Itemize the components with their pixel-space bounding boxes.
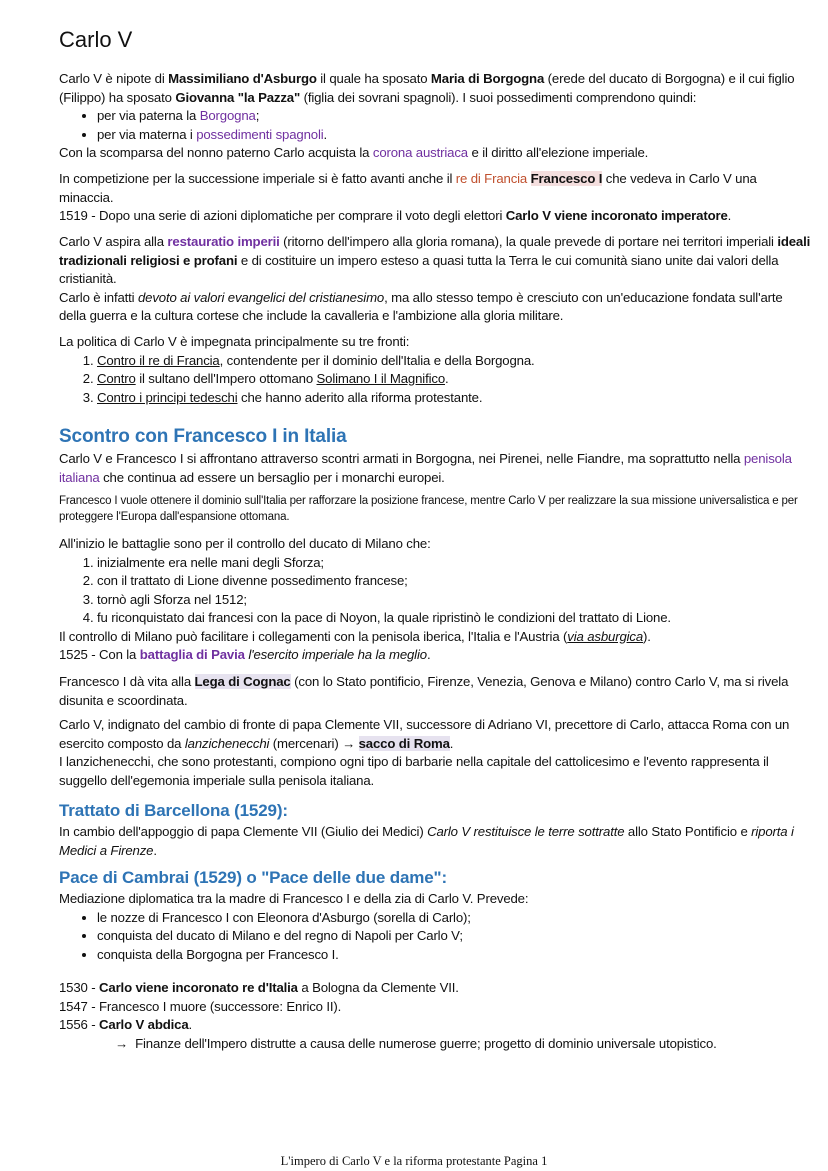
paragraph: All'inizio le battaglie sono per il controllo del ducato di Milano che: bbox=[59, 536, 431, 551]
barcellona-section bbox=[59, 799, 811, 860]
text: e di costituire un impero esteso a quasi tutta la Terra le cui comunità siano unite dai valori della cristianità. bbox=[59, 252, 779, 286]
highlighted-term: Francesco I bbox=[530, 171, 603, 186]
politica-section bbox=[59, 333, 811, 407]
italic-term: Carlo V restituisce le terre sottratte bbox=[427, 824, 625, 839]
section-heading: Pace di Cambrai (1529) o "Pace delle due dame": bbox=[59, 868, 447, 887]
timeline-entry bbox=[59, 998, 811, 1017]
cambrai-list bbox=[59, 909, 811, 965]
highlighted-term: battaglia di Pavia bbox=[139, 647, 245, 662]
italic-term: devoto ai valori evangelici del cristianesimo bbox=[137, 289, 385, 305]
text: 1525 - Con la bbox=[59, 647, 140, 662]
text: In competizione per la successione imperiale si è fatto avanti anche il bbox=[59, 171, 456, 186]
text: a Bologna da Clemente VII. bbox=[297, 980, 459, 995]
bold-term: ideali tradizionali religiosi e profani bbox=[59, 234, 811, 268]
text: (figlia dei sovrani spagnoli). I suoi possedimenti comprendono quindi: bbox=[300, 89, 697, 105]
paragraph bbox=[59, 170, 811, 207]
paragraph bbox=[59, 144, 811, 163]
fronts-list bbox=[59, 352, 811, 408]
intro-section bbox=[59, 70, 811, 163]
list-item bbox=[97, 389, 811, 408]
text: . bbox=[426, 647, 431, 662]
text: che continua ad essere un bersaglio per i monarchi europei. bbox=[99, 469, 445, 485]
highlighted-term: Borgogna bbox=[199, 108, 256, 123]
text: che hanno aderito alla riforma protestante. bbox=[237, 389, 483, 405]
text: il sultano dell'Impero ottomano bbox=[135, 371, 317, 386]
bold-term: Giovanna "la Pazza" bbox=[175, 89, 301, 105]
paragraph: Mediazione diplomatica tra la madre di Francesco I e della zia di Carlo V. Prevede: bbox=[59, 891, 529, 906]
text: . bbox=[727, 208, 732, 223]
underlined-term: Contro il re di Francia bbox=[97, 352, 220, 368]
text: che vedeva in Carlo V una minaccia. bbox=[59, 171, 757, 205]
text: allo Stato Pontificio e bbox=[624, 824, 752, 839]
highlighted-term: corona austriaca bbox=[372, 145, 468, 160]
text: , ma allo stesso tempo è cresciuto con un'educazione fondata sull'arte della guerra e la cultura cortese che include la cavalleria e l'ambizione alla gloria militare. bbox=[59, 289, 783, 323]
italic-term: riporta i Medici a Firenze bbox=[59, 824, 794, 858]
bold-term: Carlo V abdica bbox=[99, 1017, 189, 1032]
text: . bbox=[188, 1017, 193, 1032]
list-item: 3. tornò agli Sforza nel 1512; bbox=[97, 591, 811, 610]
text: , contendente per il dominio dell'Italia e della Borgogna. bbox=[219, 352, 535, 368]
text: . bbox=[445, 371, 449, 386]
paragraph bbox=[59, 450, 811, 487]
text: (ritorno dell'impero alla gloria romana), la quale prevede di portare nei territori imperiali bbox=[279, 234, 778, 249]
text: (mercenari) → bbox=[269, 735, 359, 751]
text: per via materna i bbox=[97, 126, 197, 142]
list-item bbox=[97, 107, 811, 126]
text: Carlo V aspira alla bbox=[59, 234, 168, 249]
section-heading: Trattato di Barcellona (1529): bbox=[59, 801, 288, 820]
text: il quale ha sposato bbox=[316, 71, 431, 86]
bold-term: Massimiliano d'Asburgo bbox=[168, 71, 317, 86]
paragraph bbox=[59, 207, 811, 226]
timeline-entry bbox=[59, 1016, 811, 1035]
italic-term: lanzichenecchi bbox=[184, 735, 270, 751]
list-item: 4. fu riconquistato dai francesi con la pace di Noyon, la quale ripristinò le condizioni del trattato di Lione. bbox=[97, 609, 811, 628]
bold-term: Carlo viene incoronato re d'Italia bbox=[99, 980, 298, 995]
text: Il controllo di Milano può facilitare i collegamenti con la penisola iberica, l'Italia e l'Austria ( bbox=[59, 628, 568, 644]
text: ). bbox=[643, 628, 651, 644]
possessions-list bbox=[59, 107, 811, 144]
list-item: • le nozze di Francesco I con Eleonora d'Asburgo (sorella di Carlo); bbox=[97, 909, 811, 928]
text: Carlo V e Francesco I si affrontano attraverso scontri armati in Borgogna, nei Pirenei, nelle Fiandre, ma soprattutto nella bbox=[59, 451, 744, 466]
text: Carlo V, indignato del cambio di fronte di papa Clemente VII, successore di Adriano VI, precettore di Carlo, attacca Roma con un esercito composto da bbox=[59, 717, 790, 751]
text: (con lo Stato pontificio, Firenze, Venezia, Genova e Milano) contro Carlo V, ma si rivela disunita e scoordinata. bbox=[59, 674, 789, 708]
milano-section bbox=[59, 535, 811, 665]
text: Francesco I muore (successore: Enrico II). bbox=[99, 998, 342, 1014]
timeline-entry bbox=[59, 979, 811, 998]
list-item bbox=[97, 352, 811, 371]
intro-paragraph bbox=[59, 70, 811, 107]
year: 1530 - bbox=[59, 980, 100, 995]
text: Carlo è infatti bbox=[59, 289, 138, 305]
page-footer: L'impero di Carlo V e la riforma protestante Pagina 1 bbox=[280, 1154, 548, 1168]
paragraph bbox=[59, 646, 811, 665]
text: Francesco I dà vita alla bbox=[59, 674, 195, 689]
italic-term: via asburgica bbox=[567, 628, 644, 644]
text: per via paterna la bbox=[97, 108, 200, 123]
underlined-term: Contro bbox=[97, 371, 136, 386]
text: e il diritto all'elezione imperiale. bbox=[467, 145, 649, 160]
page-title: Carlo V bbox=[59, 27, 133, 52]
paragraph bbox=[59, 628, 811, 647]
list-item: 2. con il trattato di Lione divenne possedimento francese; bbox=[97, 572, 811, 591]
paragraph bbox=[59, 289, 811, 326]
italic-term: l'esercito imperiale ha la meglio bbox=[248, 647, 427, 662]
section-heading: Scontro con Francesco I in Italia bbox=[59, 426, 347, 447]
text: . bbox=[449, 735, 454, 751]
list-item: • conquista del ducato di Milano e del regno di Napoli per Carlo V; bbox=[97, 927, 811, 946]
list-item bbox=[97, 126, 811, 145]
highlighted-term: possedimenti spagnoli bbox=[196, 126, 324, 142]
text: Carlo V è nipote di bbox=[59, 71, 169, 86]
bold-term: Carlo V viene incoronato imperatore bbox=[505, 208, 728, 223]
list-item bbox=[97, 370, 811, 389]
paragraph bbox=[59, 233, 811, 289]
underlined-term: Solimano I il Magnifico bbox=[316, 371, 445, 386]
paragraph: Francesco I vuole ottenere il dominio sull'Italia per rafforzare la posizione francese, mentre Carlo V per realizzare la sua missione universalistica e per proteggere l'Europa dall'espansione ottomana. bbox=[59, 495, 798, 523]
list-item: • conquista della Borgogna per Francesco I. bbox=[97, 946, 811, 965]
paragraph: La politica di Carlo V è impegnata principalmente su tre fronti: bbox=[59, 334, 410, 349]
list-item: 1. inizialmente era nelle mani degli Sforza; bbox=[97, 554, 811, 573]
timeline-section bbox=[59, 979, 811, 1053]
paragraph bbox=[59, 823, 811, 860]
text: Finanze dell'Impero distrutte a causa delle numerose guerre; progetto di dominio universale utopistico. bbox=[135, 1035, 717, 1051]
highlighted-term: sacco di Roma bbox=[358, 735, 450, 751]
cognac-section bbox=[59, 673, 811, 790]
cambrai-section bbox=[59, 866, 811, 964]
paragraph: I lanzichenecchi, che sono protestanti, compiono ogni tipo di barbarie nella capitale del cattolicesimo e l'evento rappresenta il suggello dell'egemonia imperiale sulla penisola italiana. bbox=[59, 754, 769, 788]
competition-section bbox=[59, 170, 811, 226]
restauratio-section bbox=[59, 233, 811, 326]
text: Con la scomparsa del nonno paterno Carlo acquista la bbox=[59, 145, 373, 160]
text: 1519 - Dopo una serie di azioni diplomatiche per comprare il voto degli elettori bbox=[59, 208, 506, 223]
highlighted-term: penisola italiana bbox=[59, 451, 792, 485]
scontro-section bbox=[59, 424, 811, 525]
highlighted-term: Lega di Cognac bbox=[194, 674, 291, 689]
conclusion bbox=[59, 1035, 811, 1054]
text: (erede del ducato di Borgogna) e il cui figlio (Filippo) ha sposato bbox=[59, 71, 795, 105]
highlighted-term: restauratio imperii bbox=[167, 234, 280, 249]
paragraph bbox=[59, 716, 811, 753]
text: . bbox=[153, 842, 157, 858]
paragraph bbox=[59, 673, 811, 710]
milano-list bbox=[59, 554, 811, 628]
year: 1556 - bbox=[59, 1017, 100, 1032]
underlined-term: Contro i principi tedeschi bbox=[97, 389, 238, 405]
bold-term: Maria di Borgogna bbox=[430, 71, 545, 86]
arrow-icon: → bbox=[115, 1035, 129, 1051]
year: 1547 - bbox=[59, 998, 100, 1014]
text: ; bbox=[255, 108, 260, 123]
text: . bbox=[323, 126, 328, 142]
text: In cambio dell'appoggio di papa Clemente VII (Giulio dei Medici) bbox=[59, 824, 428, 839]
highlighted-term: re di Francia bbox=[455, 171, 528, 186]
